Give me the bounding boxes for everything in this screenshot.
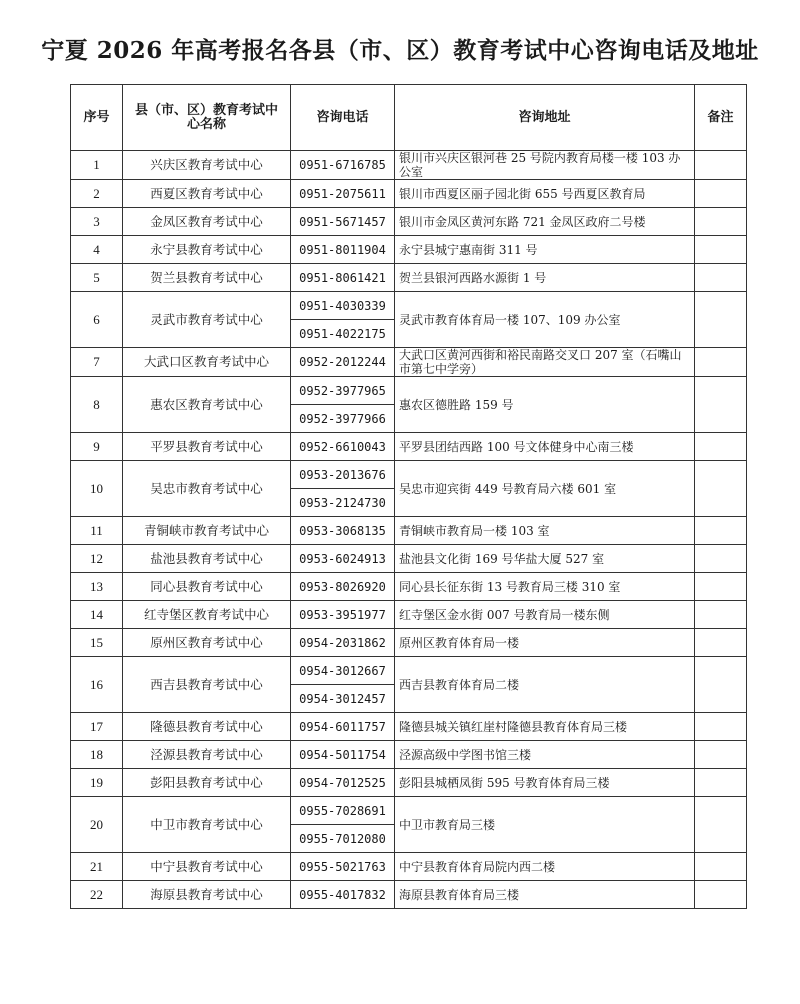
table-header-row (71, 85, 747, 151)
phone-number: 0955-7028691 (291, 797, 395, 825)
address: 同心县长征东街 13 号教育局三楼 310 室 (395, 573, 695, 601)
center-name: 彭阳县教育考试中心 (123, 769, 291, 797)
address: 西吉县教育体育局二楼 (395, 657, 695, 713)
center-name: 灵武市教育考试中心 (123, 292, 291, 348)
note-cell (695, 657, 747, 713)
center-name: 泾源县教育考试中心 (123, 741, 291, 769)
phone-number: 0954-3012667 (291, 657, 395, 685)
table-row (71, 517, 747, 545)
note-cell (695, 151, 747, 180)
phone-number: 0955-4017832 (291, 881, 395, 909)
table-row (71, 657, 747, 685)
address: 银川市金凤区黄河东路 721 金凤区政府二号楼 (395, 208, 695, 236)
header-phone: 咨询电话 (291, 85, 395, 151)
phone-number: 0953-3951977 (291, 601, 395, 629)
address: 银川市西夏区丽子园北街 655 号西夏区教育局 (395, 180, 695, 208)
table-row (71, 769, 747, 797)
table-row (71, 573, 747, 601)
center-name: 青铜峡市教育考试中心 (123, 517, 291, 545)
row-number: 16 (71, 657, 123, 713)
phone-number: 0951-2075611 (291, 180, 395, 208)
phone-number: 0951-8061421 (291, 264, 395, 292)
center-name: 同心县教育考试中心 (123, 573, 291, 601)
center-name: 盐池县教育考试中心 (123, 545, 291, 573)
center-name: 中卫市教育考试中心 (123, 797, 291, 853)
table-row (71, 629, 747, 657)
center-name: 中宁县教育考试中心 (123, 853, 291, 881)
table-row (71, 881, 747, 909)
center-name: 平罗县教育考试中心 (123, 433, 291, 461)
note-cell (695, 208, 747, 236)
note-cell (695, 236, 747, 264)
note-cell (695, 180, 747, 208)
phone-number: 0955-5021763 (291, 853, 395, 881)
address: 贺兰县银河西路水源街 1 号 (395, 264, 695, 292)
table-row (71, 377, 747, 405)
address: 海原县教育体育局三楼 (395, 881, 695, 909)
address: 隆德县城关镇红崖村隆德县教育体育局三楼 (395, 713, 695, 741)
note-cell (695, 769, 747, 797)
header-name: 县（市、区）教育考试中心名称 (123, 85, 291, 151)
phone-number: 0952-6610043 (291, 433, 395, 461)
note-cell (695, 348, 747, 377)
table-row (71, 151, 747, 180)
address: 原州区教育体育局一楼 (395, 629, 695, 657)
header-address: 咨询地址 (395, 85, 695, 151)
row-number: 2 (71, 180, 123, 208)
note-cell (695, 797, 747, 853)
table-row (71, 348, 747, 377)
address: 青铜峡市教育局一楼 103 室 (395, 517, 695, 545)
center-name: 西夏区教育考试中心 (123, 180, 291, 208)
table-row (71, 461, 747, 489)
page-title: 宁夏 2026 年高考报名各县（市、区）教育考试中心咨询电话及地址 (41, 37, 759, 64)
phone-number: 0954-2031862 (291, 629, 395, 657)
center-name: 贺兰县教育考试中心 (123, 264, 291, 292)
phone-number: 0952-3977966 (291, 405, 395, 433)
phone-number: 0954-3012457 (291, 685, 395, 713)
center-name: 隆德县教育考试中心 (123, 713, 291, 741)
phone-number: 0953-8026920 (291, 573, 395, 601)
center-name: 永宁县教育考试中心 (123, 236, 291, 264)
phone-number: 0953-3068135 (291, 517, 395, 545)
table-row (71, 180, 747, 208)
address: 灵武市教育体育局一楼 107、109 办公室 (395, 292, 695, 348)
table-row (71, 797, 747, 825)
row-number: 13 (71, 573, 123, 601)
address: 中卫市教育局三楼 (395, 797, 695, 853)
address: 吴忠市迎宾街 449 号教育局六楼 601 室 (395, 461, 695, 517)
phone-number: 0951-4030339 (291, 292, 395, 320)
note-cell (695, 461, 747, 517)
center-name: 红寺堡区教育考试中心 (123, 601, 291, 629)
address: 盐池县文化街 169 号华盐大厦 527 室 (395, 545, 695, 573)
row-number: 11 (71, 517, 123, 545)
center-name: 金凤区教育考试中心 (123, 208, 291, 236)
row-number: 22 (71, 881, 123, 909)
phone-number: 0951-8011904 (291, 236, 395, 264)
row-number: 7 (71, 348, 123, 377)
table-row (71, 264, 747, 292)
phone-number: 0954-6011757 (291, 713, 395, 741)
table-row (71, 292, 747, 320)
phone-number: 0951-6716785 (291, 151, 395, 180)
note-cell (695, 292, 747, 348)
phone-number: 0951-5671457 (291, 208, 395, 236)
row-number: 3 (71, 208, 123, 236)
center-name: 兴庆区教育考试中心 (123, 151, 291, 180)
note-cell (695, 264, 747, 292)
row-number: 10 (71, 461, 123, 517)
table-row (71, 853, 747, 881)
phone-number: 0951-4022175 (291, 320, 395, 348)
phone-number: 0954-7012525 (291, 769, 395, 797)
table-row (71, 601, 747, 629)
row-number: 8 (71, 377, 123, 433)
row-number: 6 (71, 292, 123, 348)
row-number: 9 (71, 433, 123, 461)
row-number: 17 (71, 713, 123, 741)
table-row (71, 236, 747, 264)
address: 红寺堡区金水街 007 号教育局一楼东侧 (395, 601, 695, 629)
table-row (71, 208, 747, 236)
phone-number: 0953-2124730 (291, 489, 395, 517)
note-cell (695, 881, 747, 909)
phone-number: 0955-7012080 (291, 825, 395, 853)
row-number: 15 (71, 629, 123, 657)
note-cell (695, 629, 747, 657)
address: 惠农区德胜路 159 号 (395, 377, 695, 433)
address: 平罗县团结西路 100 号文体健身中心南三楼 (395, 433, 695, 461)
row-number: 12 (71, 545, 123, 573)
row-number: 19 (71, 769, 123, 797)
row-number: 21 (71, 853, 123, 881)
row-number: 4 (71, 236, 123, 264)
center-name: 惠农区教育考试中心 (123, 377, 291, 433)
note-cell (695, 853, 747, 881)
note-cell (695, 433, 747, 461)
address: 彭阳县城栖凤街 595 号教育体育局三楼 (395, 769, 695, 797)
header-no: 序号 (71, 85, 123, 151)
table-row (71, 741, 747, 769)
note-cell (695, 601, 747, 629)
phone-number: 0954-5011754 (291, 741, 395, 769)
center-name: 海原县教育考试中心 (123, 881, 291, 909)
row-number: 5 (71, 264, 123, 292)
row-number: 1 (71, 151, 123, 180)
header-note: 备注 (695, 85, 747, 151)
note-cell (695, 517, 747, 545)
center-name: 大武口区教育考试中心 (123, 348, 291, 377)
address: 中宁县教育体育局院内西二楼 (395, 853, 695, 881)
address: 银川市兴庆区银河巷 25 号院内教育局楼一楼 103 办公室 (395, 151, 695, 180)
row-number: 14 (71, 601, 123, 629)
table-row (71, 545, 747, 573)
row-number: 18 (71, 741, 123, 769)
center-name: 西吉县教育考试中心 (123, 657, 291, 713)
center-name: 吴忠市教育考试中心 (123, 461, 291, 517)
phone-number: 0953-2013676 (291, 461, 395, 489)
address: 大武口区黄河西街和裕民南路交叉口 207 室（石嘴山市第七中学旁） (395, 348, 695, 377)
address: 泾源高级中学图书馆三楼 (395, 741, 695, 769)
table-body (71, 151, 747, 909)
note-cell (695, 545, 747, 573)
note-cell (695, 713, 747, 741)
phone-number: 0953-6024913 (291, 545, 395, 573)
center-name: 原州区教育考试中心 (123, 629, 291, 657)
note-cell (695, 741, 747, 769)
note-cell (695, 573, 747, 601)
row-number: 20 (71, 797, 123, 853)
table-row (71, 433, 747, 461)
table-row (71, 713, 747, 741)
phone-number: 0952-3977965 (291, 377, 395, 405)
contact-table (70, 84, 747, 909)
note-cell (695, 377, 747, 433)
address: 永宁县城宁惠南街 311 号 (395, 236, 695, 264)
phone-number: 0952-2012244 (291, 348, 395, 377)
